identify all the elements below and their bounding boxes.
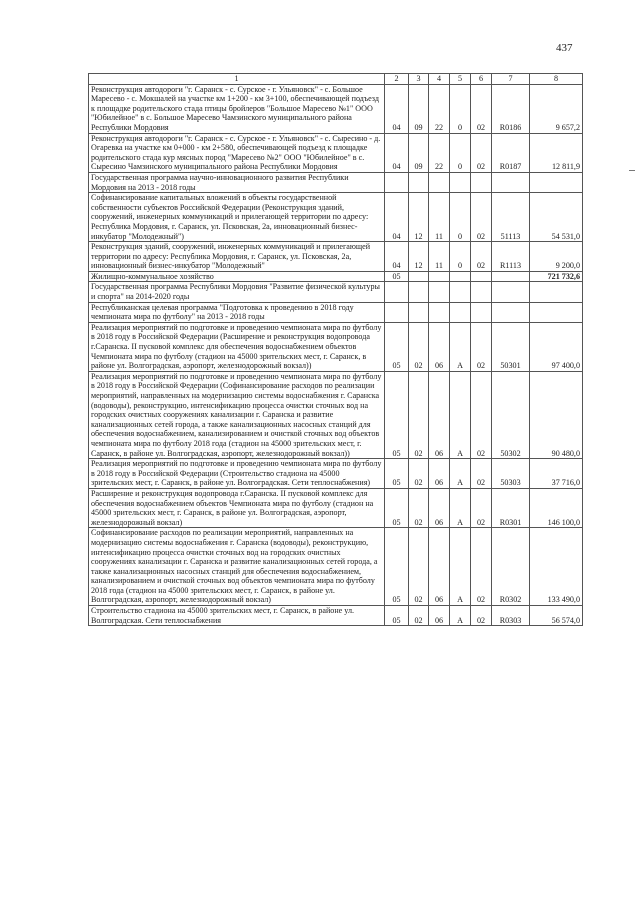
cell-subprogram-code: 0 — [450, 84, 471, 133]
cell-program-code — [429, 271, 450, 282]
column-header: 1 — [89, 74, 385, 85]
table-row — [89, 172, 583, 192]
row-name: Расширение и реконструкция водопровода г.Саранска. II пусковой комплекс для обеспечения водоснабжением объектов Чемпионата мира по футболу (стадион на 45000 зрительских мест, г. Саранск, в районе ул. Волгоградская, аэропорт, железнодорожный вокзал) — [89, 488, 385, 527]
cell-section-code: 04 — [385, 193, 409, 242]
cell-event-code — [471, 271, 492, 282]
cell-subsection-code: 02 — [409, 606, 429, 626]
row-name: Строительство стадиона на 45000 зрительских мест, г. Саранск, в районе ул. Волгоградская. Сети теплоснабжения — [89, 606, 385, 626]
cell-program-code — [429, 282, 450, 302]
cell-section-code: 05 — [385, 322, 409, 371]
cell-amount: 146 100,0 — [530, 488, 583, 527]
cell-expense-code — [492, 302, 530, 322]
cell-subprogram-code: А — [450, 528, 471, 606]
cell-section-code: 04 — [385, 242, 409, 272]
table-row — [89, 282, 583, 302]
cell-expense-code: R0303 — [492, 606, 530, 626]
row-name: Реализация мероприятий по подготовке и проведению чемпионата мира по футболу в 2018 году в Российской Федерации (Строительство стадиона на 45000 зрительских мест, г. Саранск, в районе ул. Волгоградская. Сети теплоснабжения) — [89, 459, 385, 489]
column-header: 4 — [429, 74, 450, 85]
cell-subprogram-code — [450, 302, 471, 322]
cell-amount: 9 657,2 — [530, 84, 583, 133]
cell-amount — [530, 282, 583, 302]
cell-section-code: 05 — [385, 459, 409, 489]
cell-section-code: 05 — [385, 371, 409, 458]
cell-event-code: 02 — [471, 459, 492, 489]
cell-section-code — [385, 282, 409, 302]
cell-amount — [530, 302, 583, 322]
cell-subsection-code — [409, 282, 429, 302]
row-name: Реализация мероприятий по подготовке и проведению чемпионата мира по футболу в 2018 году в Российской Федерации (Расширение и реконструкция водопровода г.Саранска. II пусковой комплекс для обеспечения водоснабжением объектов Чемпионата мира по футболу (стадион на 45000 зрительских мест, г. Саранск, в районе ул. Волгоградская, аэропорт, железнодорожный вокзал)) — [89, 322, 385, 371]
row-name: Софинансирование расходов по реализации мероприятий, направленных на модернизацию системы водоснабжения г. Саранска (водоводы), реконструкцию, интенсификацию процесса очистки сточных вод на городских очистных сооружениях канализации г. Саранска и развитие канализационных сетей города, а также канализационных насосных станций для обеспечения водоснабжением, канализированием и очисткой сточных вод объектов чемпионата мира по футболу 2018 года (стадион на 45000 зрительских мест, г. Саранск, в районе ул. Волгоградская, аэропорт, железнодорожный вокзал) — [89, 528, 385, 606]
row-name: Государственная программа научно-инновационного развития Республики Мордовия на 2013 - 2018 годы — [89, 172, 385, 192]
cell-subprogram-code: 0 — [450, 193, 471, 242]
column-header: 2 — [385, 74, 409, 85]
table-header-row — [89, 74, 583, 85]
cell-subsection-code: 09 — [409, 84, 429, 133]
cell-event-code: 02 — [471, 606, 492, 626]
cell-expense-code: 50303 — [492, 459, 530, 489]
cell-event-code: 02 — [471, 84, 492, 133]
row-name: Государственная программа Республики Мордовия "Развитие физической культуры и спорта" на 2014-2020 годы — [89, 282, 385, 302]
table-row — [89, 528, 583, 606]
page-number: 437 — [556, 42, 573, 54]
table-row — [89, 133, 583, 172]
cell-event-code: 02 — [471, 242, 492, 272]
cell-subprogram-code: А — [450, 371, 471, 458]
cell-subprogram-code — [450, 172, 471, 192]
cell-section-code: 04 — [385, 84, 409, 133]
cell-program-code: 06 — [429, 488, 450, 527]
cell-expense-code — [492, 282, 530, 302]
cell-expense-code: 51113 — [492, 193, 530, 242]
table-row — [89, 271, 583, 282]
cell-amount — [530, 172, 583, 192]
cell-subsection-code: 02 — [409, 528, 429, 606]
cell-section-code: 05 — [385, 606, 409, 626]
cell-subsection-code: 02 — [409, 459, 429, 489]
cell-subprogram-code — [450, 282, 471, 302]
cell-section-code — [385, 302, 409, 322]
column-header: 6 — [471, 74, 492, 85]
cell-subsection-code: 02 — [409, 371, 429, 458]
cell-program-code — [429, 172, 450, 192]
cell-program-code: 06 — [429, 322, 450, 371]
cell-section-code: 05 — [385, 271, 409, 282]
cell-program-code: 06 — [429, 528, 450, 606]
table-row — [89, 242, 583, 272]
cell-event-code: 02 — [471, 528, 492, 606]
cell-program-code: 06 — [429, 459, 450, 489]
row-name: Жилищно-коммунальное хозяйство — [89, 271, 385, 282]
cell-event-code: 02 — [471, 371, 492, 458]
row-name: Софинансирование капитальных вложений в объекты государственной собственности субъектов Российской Федерации (Реконструкция зданий, сооружений, инженерных коммуникаций и прилегающей территории по адресу: Республика Мордовия, г. Саранск, ул. Псковская, 2а, инновационный бизнес-инкубатор "Молодежный") — [89, 193, 385, 242]
table-row — [89, 84, 583, 133]
cell-subprogram-code: А — [450, 459, 471, 489]
cell-event-code: 02 — [471, 133, 492, 172]
row-name: Реконструкция зданий, сооружений, инженерных коммуникаций и прилегающей территории по адресу: Республика Мордовия, г. Саранск, ул. Псковская, 2а, инновационный бизнес-инкубатор "Молодежный" — [89, 242, 385, 272]
table-row — [89, 371, 583, 458]
column-header: 7 — [492, 74, 530, 85]
table-row — [89, 302, 583, 322]
row-name: Реконструкция автодороги "г. Саранск - с. Сурское - г. Ульяновск" - с. Большое Маресево - с. Мокшалей на участке км 1+200 - км 3+100, обеспечивающей подъезд к площадке родительского стада птицы бройлеров "Большое Маресево №1" ООО "Юбилейное" в с. Большое Маресево Чамзинского муниципального района Республики Мордовия — [89, 84, 385, 133]
cell-subsection-code — [409, 271, 429, 282]
column-header: 5 — [450, 74, 471, 85]
cell-amount: 54 531,0 — [530, 193, 583, 242]
cell-amount: 721 732,6 — [530, 271, 583, 282]
row-name: Реконструкция автодороги "г. Саранск - с. Сурское - г. Ульяновск" - с. Сыресино - д. Огаревка на участке км 0+000 - км 2+580, обеспечивающей подъезд к площадке родительского стада кур мясных пород "Маресево №2" ООО "Юбилейное" в с. Сыресино Чамзинского муниципального района Республики Мордовия — [89, 133, 385, 172]
cell-amount: 12 811,9 — [530, 133, 583, 172]
column-header: 8 — [530, 74, 583, 85]
cell-amount: 97 400,0 — [530, 322, 583, 371]
cell-expense-code: R0301 — [492, 488, 530, 527]
cell-program-code: 11 — [429, 193, 450, 242]
cell-expense-code: 50301 — [492, 322, 530, 371]
cell-event-code — [471, 172, 492, 192]
table-row — [89, 606, 583, 626]
cell-subprogram-code: А — [450, 322, 471, 371]
cell-expense-code: R1113 — [492, 242, 530, 272]
column-header: 3 — [409, 74, 429, 85]
cell-event-code: 02 — [471, 193, 492, 242]
cell-subsection-code — [409, 172, 429, 192]
cell-expense-code: R0302 — [492, 528, 530, 606]
cell-subprogram-code: 0 — [450, 242, 471, 272]
budget-table — [88, 73, 583, 626]
cell-subsection-code: 09 — [409, 133, 429, 172]
cell-subsection-code: 02 — [409, 322, 429, 371]
cell-expense-code: 50302 — [492, 371, 530, 458]
cell-section-code: 05 — [385, 488, 409, 527]
table-row — [89, 488, 583, 527]
cell-subprogram-code: 0 — [450, 133, 471, 172]
cell-subsection-code: 02 — [409, 488, 429, 527]
cell-section-code: 04 — [385, 133, 409, 172]
cell-expense-code — [492, 271, 530, 282]
row-name: Республиканская целевая программа "Подготовка к проведению в 2018 году чемпионата мира по футболу" на 2013 - 2018 годы — [89, 302, 385, 322]
cell-section-code — [385, 172, 409, 192]
cell-amount: 9 200,0 — [530, 242, 583, 272]
table-row — [89, 322, 583, 371]
cell-event-code — [471, 282, 492, 302]
cell-expense-code: R0187 — [492, 133, 530, 172]
cell-subsection-code: 12 — [409, 193, 429, 242]
cell-subprogram-code: А — [450, 488, 471, 527]
table-row — [89, 459, 583, 489]
cell-subsection-code — [409, 302, 429, 322]
cell-amount: 133 490,0 — [530, 528, 583, 606]
row-name: Реализация мероприятий по подготовке и проведению чемпионата мира по футболу в 2018 году в Российской Федерации (Софинансирование расходов по реализации мероприятий, направленных на модернизацию системы водоснабжения г. Саранска (водоводы), реконструкцию, интенсификацию процесса очистки сточных вод на городских очистных сооружениях канализации г. Саранска и развитие канализационных сетей города, а также канализационных насосных станций для обеспечения водоснабжением, канализированием и очисткой сточных вод объектов чемпионата мира по футболу 2018 года (стадион на 45000 зрительских мест, г. Саранск, в районе ул. Волгоградская, аэропорт, железнодорожный вокзал)) — [89, 371, 385, 458]
cell-expense-code — [492, 172, 530, 192]
table-row — [89, 193, 583, 242]
cell-amount: 37 716,0 — [530, 459, 583, 489]
cell-amount: 90 480,0 — [530, 371, 583, 458]
cell-event-code: 02 — [471, 322, 492, 371]
cell-program-code: 06 — [429, 606, 450, 626]
cell-subprogram-code: А — [450, 606, 471, 626]
cell-program-code: 11 — [429, 242, 450, 272]
cell-expense-code: R0186 — [492, 84, 530, 133]
cell-event-code — [471, 302, 492, 322]
cell-program-code: 22 — [429, 84, 450, 133]
cell-subsection-code: 12 — [409, 242, 429, 272]
cell-section-code: 05 — [385, 528, 409, 606]
cell-event-code: 02 — [471, 488, 492, 527]
cell-subprogram-code — [450, 271, 471, 282]
cell-program-code: 06 — [429, 371, 450, 458]
cell-amount: 56 574,0 — [530, 606, 583, 626]
margin-mark — [629, 170, 635, 171]
cell-program-code: 22 — [429, 133, 450, 172]
cell-program-code — [429, 302, 450, 322]
